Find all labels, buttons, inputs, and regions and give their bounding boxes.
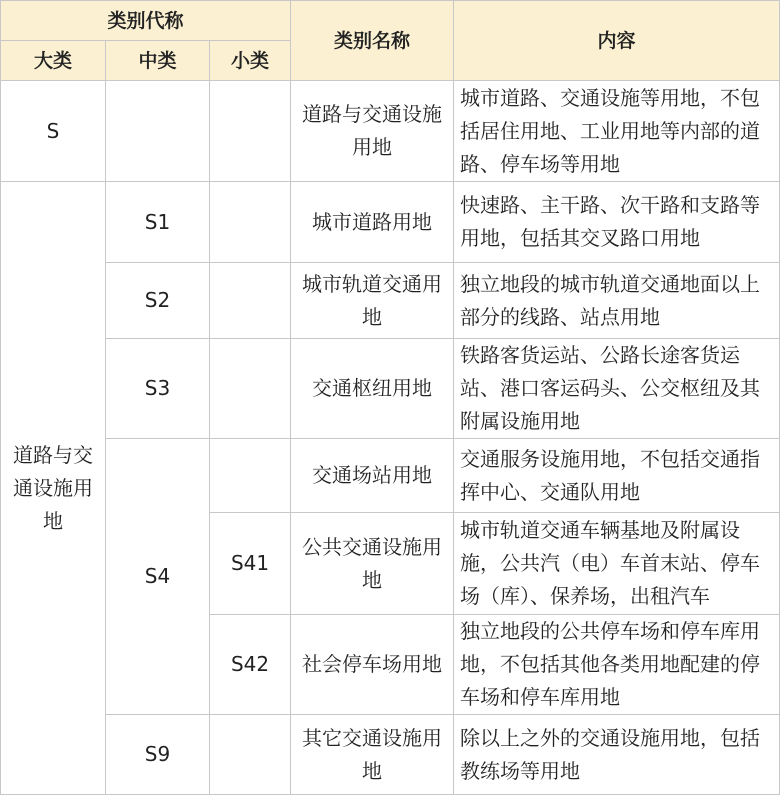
cell-name: 社会停车场用地 xyxy=(291,615,454,715)
header-major: 大类 xyxy=(1,41,106,81)
cell-medium: S9 xyxy=(106,715,210,795)
table-row xyxy=(1,182,780,263)
cell-content: 铁路客货运站、公路长途客货运站、港口客运码头、公交枢纽及其附属设施用地 xyxy=(454,339,780,439)
cell-name: 其它交通设施用地 xyxy=(291,715,454,795)
table-row xyxy=(1,81,780,182)
cell-content: 城市道路、交通设施等用地，不包括居住用地、工业用地等内部的道路、停车场等用地 xyxy=(454,81,780,182)
cell-minor xyxy=(210,715,291,795)
cell-minor xyxy=(210,182,291,263)
table-row xyxy=(1,439,780,513)
cell-name: 公共交通设施用地 xyxy=(291,513,454,615)
table-row xyxy=(1,715,780,795)
cell-name: 城市道路用地 xyxy=(291,182,454,263)
cell-medium: S3 xyxy=(106,339,210,439)
cell-content: 城市轨道交通车辆基地及附属设施，公共汽（电）车首末站、停车场（库）、保养场，出租汽车 xyxy=(454,513,780,615)
header-content: 内容 xyxy=(454,1,780,81)
cell-name: 道路与交通设施用地 xyxy=(291,81,454,182)
cell-content: 独立地段的公共停车场和停车库用地，不包括其他各类用地配建的停车场和停车库用地 xyxy=(454,615,780,715)
cell-content: 除以上之外的交通设施用地，包括教练场等用地 xyxy=(454,715,780,795)
header-minor: 小类 xyxy=(210,41,291,81)
cell-minor xyxy=(210,81,291,182)
cell-minor: S41 xyxy=(210,513,291,615)
cell-medium: S4 xyxy=(106,439,210,715)
cell-medium xyxy=(106,81,210,182)
cell-major: 道路与交通设施用地 xyxy=(1,182,106,795)
cell-content: 交通服务设施用地，不包括交通指挥中心、交通队用地 xyxy=(454,439,780,513)
cell-minor xyxy=(210,263,291,339)
header-name: 类别名称 xyxy=(291,1,454,81)
cell-major: S xyxy=(1,81,106,182)
cell-name: 城市轨道交通用地 xyxy=(291,263,454,339)
cell-minor xyxy=(210,439,291,513)
cell-content: 快速路、主干路、次干路和支路等用地，包括其交叉路口用地 xyxy=(454,182,780,263)
cell-name: 交通枢纽用地 xyxy=(291,339,454,439)
cell-medium: S2 xyxy=(106,263,210,339)
table-row xyxy=(1,263,780,339)
cell-medium: S1 xyxy=(106,182,210,263)
header-code-group: 类别代称 xyxy=(1,1,291,41)
cell-minor xyxy=(210,339,291,439)
table-row xyxy=(1,339,780,439)
cell-minor: S42 xyxy=(210,615,291,715)
header-medium: 中类 xyxy=(106,41,210,81)
cell-name: 交通场站用地 xyxy=(291,439,454,513)
cell-content: 独立地段的城市轨道交通地面以上部分的线路、站点用地 xyxy=(454,263,780,339)
